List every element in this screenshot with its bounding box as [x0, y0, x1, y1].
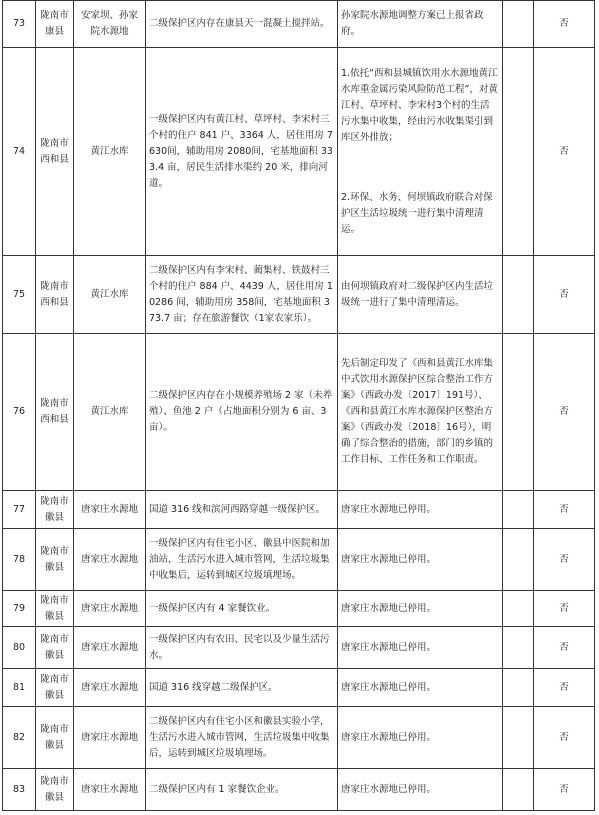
measure-text: 1.依托“西和县城镇饮用水水源地黄江水库重金属污染风险防范工程”，对黄江村、草坪村、李宋村3个村的生活污水集中收集，经由污水收集渠引到库区外排放； — [341, 67, 498, 143]
row-number: 74 — [3, 48, 36, 256]
row-number: 82 — [3, 707, 36, 769]
measure-text: 2.环保、水务、何坝镇政府联合对保护区生活垃圾统一进行集中清理清运。 — [341, 191, 493, 235]
measure — [338, 529, 503, 591]
table-row — [3, 334, 595, 491]
status: 否 — [534, 669, 595, 707]
issue: 二级保护区内有住宅小区和徽县实验小学，生活污水进入城市管网，生活垃圾集中收集后，运转到城区垃圾填埋场。 — [146, 707, 338, 769]
measure — [338, 669, 503, 707]
table-row — [3, 1, 595, 48]
measure-text: 孙家院水源地调整方案已上报省政府。 — [341, 10, 484, 37]
city-county: 陇南市徽县 — [36, 669, 74, 707]
city-county: 陇南市西和县 — [36, 334, 74, 491]
measure — [338, 256, 503, 334]
measure-text: 唐家庄水源地已停用。 — [341, 553, 437, 565]
city-county: 陇南市西和县 — [36, 256, 74, 334]
measure-text: 唐家庄水源地已停用。 — [341, 783, 437, 795]
issue: 二级保护区内有李宋村、蔺集村、铁鼓村三个村的住户 884 户、4439 人，居住用房 10286 间，辅助用房 358间，宅基地面积 373.7 亩；存在旅游餐饮（1家农家乐）。 — [146, 256, 338, 334]
table-row — [3, 769, 595, 811]
measure — [338, 334, 503, 491]
measure — [338, 491, 503, 529]
status: 否 — [534, 256, 595, 334]
city-county: 陇南市徽县 — [36, 491, 74, 529]
table-row — [3, 591, 595, 627]
measure — [338, 707, 503, 769]
status: 否 — [534, 591, 595, 627]
measure-text: 唐家庄水源地已停用。 — [341, 681, 437, 693]
empty-cell — [503, 491, 534, 529]
table-row — [3, 627, 595, 669]
issue: 二级保护区内存在小规模养殖场 2 家（未养殖）、鱼池 2 户（占地面积分别为 6 亩、3 亩）。 — [146, 334, 338, 491]
table-row — [3, 707, 595, 769]
water-source: 唐家庄水源地 — [74, 707, 146, 769]
row-number: 73 — [3, 1, 36, 48]
row-number: 79 — [3, 591, 36, 627]
measure-text: 唐家庄水源地已停用。 — [341, 731, 437, 743]
status: 否 — [534, 334, 595, 491]
row-number: 76 — [3, 334, 36, 491]
status: 否 — [534, 1, 595, 48]
table-row — [3, 529, 595, 591]
city-county: 陇南市徽县 — [36, 769, 74, 811]
measure — [338, 591, 503, 627]
empty-cell — [503, 256, 534, 334]
rectification-table — [2, 0, 595, 811]
issue: 二级保护区内有 1 家餐饮企业。 — [146, 769, 338, 811]
table-row — [3, 256, 595, 334]
issue: 一级保护区内有 4 家餐饮业。 — [146, 591, 338, 627]
empty-cell — [503, 707, 534, 769]
issue: 一级保护区内有住宅小区、徽县中医院和加油站，生活污水进入城市管网，生活垃圾集中收集后，运转到城区垃圾填埋场。 — [146, 529, 338, 591]
issue: 国道 316 线和滨河西路穿越一级保护区。 — [146, 491, 338, 529]
water-source: 唐家庄水源地 — [74, 591, 146, 627]
city-county: 陇南市徽县 — [36, 529, 74, 591]
status: 否 — [534, 707, 595, 769]
table-row — [3, 669, 595, 707]
issue: 国道 316 线穿越二级保护区。 — [146, 669, 338, 707]
status: 否 — [534, 491, 595, 529]
status: 否 — [534, 769, 595, 811]
city-county: 陇南市康县 — [36, 1, 74, 48]
city-county: 陇南市徽县 — [36, 707, 74, 769]
issue: 一级保护区内有农田、民宅以及少量生活污水。 — [146, 627, 338, 669]
water-source: 唐家庄水源地 — [74, 627, 146, 669]
empty-cell — [503, 669, 534, 707]
measure — [338, 48, 503, 256]
empty-cell — [503, 334, 534, 491]
empty-cell — [503, 591, 534, 627]
water-source: 黄江水库 — [74, 334, 146, 491]
row-number: 77 — [3, 491, 36, 529]
empty-cell — [503, 529, 534, 591]
empty-cell — [503, 48, 534, 256]
measure-text: 由何坝镇政府对二级保护区内生活垃圾统一进行了集中清理清运。 — [341, 280, 494, 308]
water-source: 安家坝、孙家院水源地 — [74, 1, 146, 48]
row-number: 75 — [3, 256, 36, 334]
water-source: 黄江水库 — [74, 256, 146, 334]
status: 否 — [534, 529, 595, 591]
row-number: 80 — [3, 627, 36, 669]
issue: 一级保护区内有黄江村、草坪村、李宋村三个村的住户 841 户、3364 人，居住用房 7630间，辅助用房 2080间，宅基地面积 333.4 亩，居民生活排水渠约 20 米，排向河道。 — [146, 48, 338, 256]
water-source: 唐家庄水源地 — [74, 769, 146, 811]
status: 否 — [534, 627, 595, 669]
empty-cell — [503, 769, 534, 811]
table-row — [3, 491, 595, 529]
water-source: 唐家庄水源地 — [74, 529, 146, 591]
row-number: 81 — [3, 669, 36, 707]
table-row — [3, 48, 595, 256]
measure-gap — [341, 146, 499, 190]
measure-text: 唐家庄水源地已停用。 — [341, 602, 437, 614]
city-county: 陇南市西和县 — [36, 48, 74, 256]
row-number: 78 — [3, 529, 36, 591]
issue: 二级保护区内存在康县天一混凝土搅拌站。 — [146, 1, 338, 48]
measure — [338, 769, 503, 811]
measure-text: 先后制定印发了《西和县黄江水库集中式饮用水源保护区综合整治工作方案》（西政办发〔2017〕191号）、《西和县黄江水库水源保护区整治方案》（西政办发〔2018〕16号），明确了综合整治的措施，部门的乡镇的工作目标、工作任务和工作职责。 — [341, 358, 494, 465]
measure — [338, 1, 503, 48]
city-county: 陇南市徽县 — [36, 591, 74, 627]
water-source: 唐家庄水源地 — [74, 669, 146, 707]
status: 否 — [534, 48, 595, 256]
empty-cell — [503, 627, 534, 669]
water-source: 唐家庄水源地 — [74, 491, 146, 529]
city-county: 陇南市徽县 — [36, 627, 74, 669]
row-number: 83 — [3, 769, 36, 811]
water-source: 黄江水库 — [74, 48, 146, 256]
measure-text: 唐家庄水源地已停用。 — [341, 503, 437, 515]
table-body — [3, 1, 595, 811]
measure-text: 唐家庄水源地已停用。 — [341, 641, 437, 653]
measure — [338, 627, 503, 669]
empty-cell — [503, 1, 534, 48]
